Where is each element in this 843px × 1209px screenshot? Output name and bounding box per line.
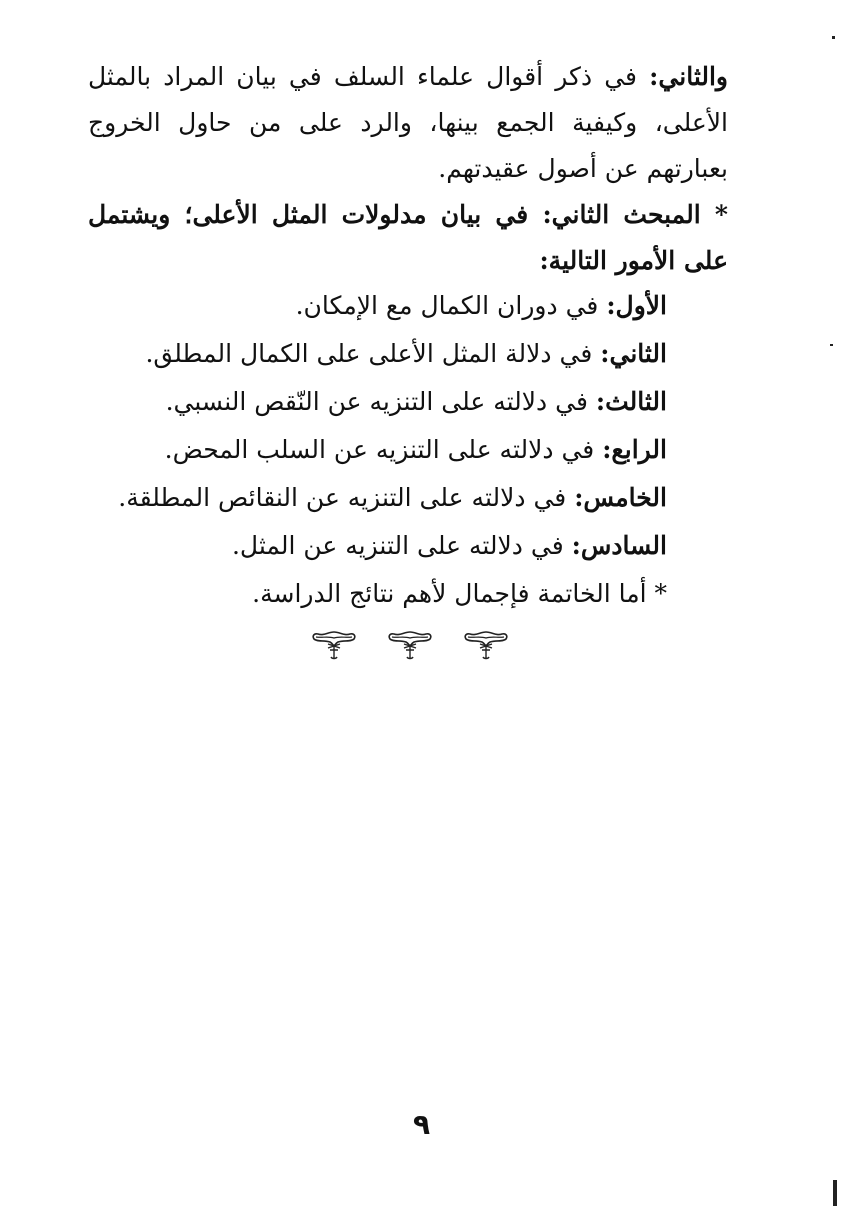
list-item-lead: الخامس:: [574, 483, 667, 512]
list-item: [107, 378, 667, 426]
list-item-lead: الثاني:: [600, 339, 667, 368]
list-item-lead: الأول:: [606, 291, 667, 320]
list-item: [107, 522, 667, 570]
list-item-text: في دلالته على التنزيه عن السلب المحض.: [164, 435, 603, 464]
paragraph-lead: * المبحث الثاني: في بيان مدلولات المثل الأعلى؛ ويشتمل على الأمور التالية:: [88, 200, 728, 275]
floral-ornament-icon: [310, 628, 358, 668]
list-item: [107, 282, 667, 330]
closing-line: * أما الخاتمة فإجمال لأهم نتائج الدراسة.: [252, 579, 667, 608]
paragraph-second-chapter: [88, 192, 728, 284]
section-divider-ornaments: [310, 628, 510, 668]
floral-ornament-icon: [386, 628, 434, 668]
list-item: [107, 426, 667, 474]
floral-ornament-icon: [462, 628, 510, 668]
list-item-text: في دلالته على التنزيه عن النقائص المطلقة.: [118, 483, 575, 512]
list-item-lead: الثالث:: [595, 387, 667, 416]
list-item-text: في دلالته على التنزيه عن المثل.: [231, 531, 572, 560]
list-item-lead: الرابع:: [602, 435, 667, 464]
list-item-text: في دوران الكمال مع الإمكان.: [295, 291, 607, 320]
topics-list: [107, 282, 667, 618]
paragraph-second-section: [88, 54, 728, 192]
paragraph-lead: والثاني:: [649, 62, 728, 91]
list-item-text: في دلالته على التنزيه عن النّقص النسبي.: [165, 387, 596, 416]
list-item-lead: السادس:: [571, 531, 667, 560]
paragraph-text: في ذكر أقوال علماء السلف في بيان المراد بالمثل الأعلى، وكيفية الجمع بينها، والرد على من حاول الخروج بعبارتهم عن أصول عقيدتهم.: [88, 62, 728, 183]
scan-edge-mark: [833, 1180, 837, 1206]
list-item: [107, 330, 667, 378]
scan-edge-mark: [830, 344, 833, 346]
scan-edge-mark: [832, 36, 835, 39]
list-item-text: في دلالة المثل الأعلى على الكمال المطلق.: [145, 339, 601, 368]
list-item: [107, 474, 667, 522]
page-number: ٩: [412, 1108, 431, 1141]
